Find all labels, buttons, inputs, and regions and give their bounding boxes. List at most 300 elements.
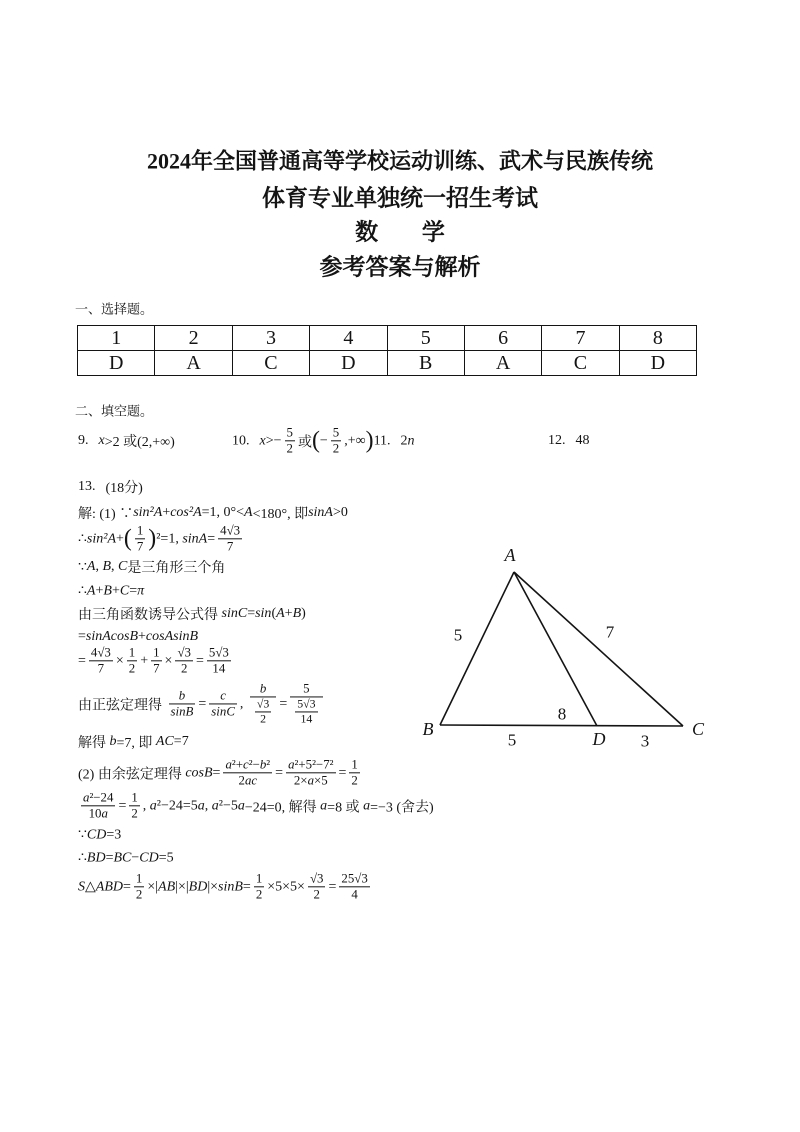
text-run: + xyxy=(162,505,171,520)
fraction xyxy=(285,425,295,456)
math-variable: sin²A xyxy=(86,531,117,546)
text-run: 4 xyxy=(351,887,358,902)
math-variable: a xyxy=(197,798,205,813)
answer-expression xyxy=(401,433,415,449)
text-run: 48 xyxy=(575,433,590,448)
math-variable: a xyxy=(225,757,232,772)
math-variable: CD xyxy=(139,850,159,865)
solution-line xyxy=(78,871,373,902)
text-run: = xyxy=(78,629,86,644)
math-variable: c xyxy=(243,757,249,772)
text-run: =1, 0°< xyxy=(201,505,245,520)
fraction xyxy=(254,871,264,902)
text-run: 7 xyxy=(97,661,105,676)
parenthesis: ) xyxy=(148,525,157,552)
math-variable: A xyxy=(86,559,96,574)
math-variable: BD xyxy=(86,850,106,865)
text-run: 由三角函数诱导公式得 xyxy=(78,608,222,623)
math-variable: BC xyxy=(113,850,132,865)
text-run: 4√3 xyxy=(90,645,111,660)
fraction xyxy=(250,681,276,726)
text-run: 或 xyxy=(297,435,312,450)
math-variable: sinC xyxy=(221,606,248,621)
answer-cell: A xyxy=(155,351,232,376)
fraction-numerator xyxy=(295,698,317,713)
text-run: =5 xyxy=(158,850,174,865)
math-variable: sinB xyxy=(170,704,194,719)
math-variable: sinC xyxy=(211,704,235,719)
fraction-numerator xyxy=(209,688,237,704)
question-number: 11. xyxy=(373,433,391,448)
fraction xyxy=(295,698,317,727)
text-run: 由正弦定理得 xyxy=(78,698,166,713)
question-number: 9. xyxy=(78,433,89,448)
math-variable: AC xyxy=(155,734,174,749)
fraction-denominator xyxy=(290,698,322,727)
math-variable: a xyxy=(288,757,295,772)
text-run: √3 xyxy=(177,645,191,660)
subject-title: 数 学 xyxy=(355,219,445,245)
answer-expression xyxy=(99,431,175,451)
question-number: 13. xyxy=(78,479,96,494)
math-variable: b xyxy=(259,681,267,696)
fraction-denominator xyxy=(169,705,196,720)
answer-cell: B xyxy=(387,351,464,376)
segment-ad xyxy=(514,572,597,726)
math-variable: AB xyxy=(158,879,176,894)
math-variable: a xyxy=(320,798,328,813)
answer-cell: C xyxy=(542,351,619,376)
fraction xyxy=(135,523,145,554)
fraction-numerator xyxy=(81,790,115,806)
fraction-numerator xyxy=(250,681,276,697)
text-run: 10 xyxy=(88,806,102,821)
text-run: 1 xyxy=(351,757,358,772)
text-run: 5 xyxy=(332,425,340,440)
fraction xyxy=(218,523,242,554)
text-run: ∴ xyxy=(78,850,87,866)
fraction-denominator xyxy=(339,888,369,903)
solution-line xyxy=(78,645,234,676)
text-run: ²=1, xyxy=(156,531,183,546)
fraction-denominator xyxy=(331,442,341,457)
question-number-cell: 5 xyxy=(387,326,464,351)
text-run: 2× xyxy=(293,773,308,788)
vertex-label-d: D xyxy=(592,729,606,749)
text-run: 14 xyxy=(212,661,226,676)
text-run: ² xyxy=(266,757,271,772)
text-run: , xyxy=(111,559,119,574)
question-number-cell: 3 xyxy=(232,326,309,351)
question-number-cell: 6 xyxy=(464,326,541,351)
answer-cell: C xyxy=(232,351,309,376)
text-run: =7, 即 xyxy=(116,736,156,751)
solution-line xyxy=(78,850,174,867)
text-run: ( xyxy=(271,606,277,621)
triangle-diagram xyxy=(410,540,720,755)
text-run: = xyxy=(242,879,251,894)
text-run: + xyxy=(138,629,146,644)
text-run: 1 xyxy=(153,645,160,660)
math-variable: sinA xyxy=(182,531,208,546)
math-variable: a xyxy=(211,798,219,813)
text-run: ∵ xyxy=(78,827,87,843)
fraction xyxy=(134,871,144,902)
question-number-cell: 2 xyxy=(155,326,232,351)
fraction-denominator xyxy=(295,713,317,727)
text-run: = xyxy=(78,653,86,668)
text-run: 2 xyxy=(255,887,263,902)
text-run: , xyxy=(95,559,103,574)
solution-line xyxy=(78,681,326,726)
text-run: = xyxy=(129,583,138,598)
answer-row xyxy=(78,351,697,376)
side-ab xyxy=(440,572,514,725)
text-run: 4√3 xyxy=(220,523,241,538)
fraction xyxy=(207,645,231,676)
text-run: ∵ xyxy=(78,559,87,575)
text-run: 5√3 xyxy=(297,696,316,711)
text-run: 2 xyxy=(332,441,340,456)
fraction xyxy=(151,645,161,676)
fraction-denominator xyxy=(286,774,335,789)
text-run: 是三角形三个角 xyxy=(127,561,226,576)
fill-in-answer-12 xyxy=(548,433,590,449)
fraction-denominator xyxy=(209,705,237,720)
text-run: ,+∞ xyxy=(344,433,366,448)
fraction-denominator xyxy=(285,442,295,457)
text-run: + xyxy=(95,583,104,598)
text-run: = xyxy=(118,798,127,813)
side-ac xyxy=(514,572,683,726)
fraction-denominator xyxy=(218,540,242,555)
vertex-label-a: A xyxy=(504,545,516,565)
math-variable: π xyxy=(137,583,145,598)
length-label-ac: 7 xyxy=(605,622,615,642)
text-run: >− xyxy=(265,433,282,448)
text-run: =8 或 xyxy=(327,800,364,815)
text-run: 25√3 xyxy=(341,871,368,886)
math-variable: a xyxy=(307,773,314,788)
text-run: ²−24=5 xyxy=(156,798,198,813)
math-variable: a xyxy=(363,798,371,813)
text-run: ²+ xyxy=(231,757,244,772)
text-run: 2 xyxy=(131,806,138,821)
answer-cell: D xyxy=(619,351,696,376)
text-run: √3 xyxy=(309,871,324,886)
parenthesis: ( xyxy=(123,525,132,552)
text-run: =7 xyxy=(173,734,189,749)
fraction-denominator xyxy=(127,662,137,677)
fraction-numerator xyxy=(290,681,322,697)
text-run: <180°, 即 xyxy=(252,507,309,522)
fraction-denominator xyxy=(81,807,115,822)
text-run: 2 xyxy=(135,887,143,902)
fraction-denominator xyxy=(151,662,161,677)
math-variable: A xyxy=(276,606,285,621)
fraction-numerator xyxy=(339,871,369,887)
fraction xyxy=(81,790,115,821)
text-run: × xyxy=(115,653,124,668)
text-run: , xyxy=(204,798,212,813)
text-run: 2 xyxy=(260,711,267,726)
fraction xyxy=(175,645,193,676)
length-label-dc: 3 xyxy=(640,731,650,751)
text-run: = xyxy=(105,850,114,865)
fraction xyxy=(169,688,196,719)
math-variable: a xyxy=(101,806,108,821)
math-variable: cosB xyxy=(185,765,213,780)
math-variable: a xyxy=(237,798,245,813)
text-run: 2 xyxy=(238,773,245,788)
math-variable: B xyxy=(292,606,302,621)
text-run: |× xyxy=(207,879,219,894)
text-run: 5√3 xyxy=(208,645,229,660)
fraction xyxy=(127,645,137,676)
math-variable: sin²A xyxy=(133,505,163,520)
text-run: 7 xyxy=(153,661,160,676)
text-run: 1 xyxy=(136,523,144,538)
text-run: 2 xyxy=(286,441,293,456)
fraction xyxy=(308,871,326,902)
text-run: 2 xyxy=(180,661,188,676)
text-run: 5 xyxy=(286,425,293,440)
fraction-denominator xyxy=(129,807,139,822)
math-variable: sinA xyxy=(308,505,333,520)
text-run: , xyxy=(142,798,150,813)
side-bc xyxy=(440,725,683,726)
solution-line xyxy=(78,503,348,523)
text-run: 1 xyxy=(131,790,138,805)
text-run: ) xyxy=(301,606,306,621)
question-number-cell: 1 xyxy=(78,326,155,351)
answer-cell: D xyxy=(78,351,155,376)
exam-title-line-2: 体育专业单独统一招生考试 xyxy=(262,185,538,211)
math-variable: sinB xyxy=(218,879,243,894)
fraction-denominator xyxy=(175,662,193,677)
text-run: 1 xyxy=(128,645,136,660)
text-run: = xyxy=(338,765,347,780)
text-run: − xyxy=(131,850,140,865)
solution-line xyxy=(78,827,121,844)
solution-line xyxy=(78,583,144,600)
text-run: ∴ xyxy=(78,583,87,599)
text-run: = xyxy=(212,765,221,780)
fraction-numerator xyxy=(285,425,295,441)
math-variable: B xyxy=(102,559,112,574)
answer-cell: D xyxy=(310,351,387,376)
text-run: + xyxy=(284,606,293,621)
vertex-label-b: B xyxy=(422,719,434,739)
text-run: 2 xyxy=(128,661,136,676)
text-run: ²−24 xyxy=(89,790,114,805)
text-run: 2 xyxy=(313,887,320,902)
text-run: =3 xyxy=(106,827,122,842)
fraction xyxy=(223,757,272,788)
math-variable: cosAsinB xyxy=(145,629,199,644)
question-13-header xyxy=(78,477,143,497)
math-variable: a xyxy=(149,798,157,813)
math-variable: C xyxy=(119,583,130,598)
fraction-denominator xyxy=(207,662,231,677)
text-run: + xyxy=(116,531,124,546)
fraction-numerator xyxy=(254,871,264,887)
fraction-numerator xyxy=(127,645,137,661)
solution-line xyxy=(78,732,189,752)
fraction-numerator xyxy=(223,757,272,773)
math-variable: C xyxy=(118,559,128,574)
fraction-denominator xyxy=(349,774,359,789)
question-number: 10. xyxy=(232,433,250,448)
text-run: =−3 (舍去) xyxy=(370,800,434,815)
math-variable: a xyxy=(83,790,90,805)
text-run: = xyxy=(122,879,131,894)
text-run: 解: (1) ∵ xyxy=(78,507,134,522)
question-number: 12. xyxy=(548,433,566,448)
section-heading-fill-in: 二、填空题。 xyxy=(75,404,154,420)
text-run: − xyxy=(319,433,328,448)
fraction-numerator xyxy=(218,523,242,539)
math-variable: S△ABD xyxy=(78,879,123,895)
text-run: + xyxy=(140,653,149,668)
question-number-cell: 4 xyxy=(310,326,387,351)
solution-line xyxy=(78,523,245,554)
text-run: ²− xyxy=(248,757,260,772)
text-run: 2 xyxy=(400,433,408,448)
solution-line xyxy=(78,604,306,624)
math-variable: b xyxy=(259,757,267,772)
text-run: = xyxy=(279,696,288,711)
text-run: (2) 由余弦定理得 xyxy=(78,767,186,782)
math-variable: sin xyxy=(255,606,272,621)
question-number-row xyxy=(78,326,697,351)
solution-line xyxy=(78,629,198,645)
fraction-numerator xyxy=(331,425,341,441)
math-variable: B xyxy=(103,583,112,598)
fraction-numerator xyxy=(134,871,144,887)
text-run: + xyxy=(111,583,120,598)
math-variable: A xyxy=(244,505,253,520)
text-run: >0 xyxy=(332,505,348,520)
answer-expression xyxy=(576,433,590,449)
fill-in-answer-10-11 xyxy=(232,425,415,456)
solution-line xyxy=(78,757,363,788)
fraction-denominator xyxy=(134,888,144,903)
text-run: 5 xyxy=(303,681,310,696)
text-run: ²−5 xyxy=(218,798,238,813)
math-variable: c xyxy=(220,688,226,703)
text-run: 解得 xyxy=(78,736,110,751)
text-run: 7 xyxy=(136,539,144,554)
text-run: = xyxy=(328,879,337,894)
math-variable: x xyxy=(98,433,105,448)
fraction xyxy=(286,757,335,788)
length-label-ad: 8 xyxy=(557,704,567,724)
fraction xyxy=(209,688,237,719)
fraction-denominator xyxy=(89,662,113,677)
length-label-bd: 5 xyxy=(507,730,517,750)
solution-line xyxy=(78,557,225,577)
document-subtitle: 参考答案与解析 xyxy=(319,254,481,280)
text-run: 14 xyxy=(300,711,313,726)
length-label-ab: 5 xyxy=(453,625,463,645)
fraction-denominator xyxy=(308,888,326,903)
text-run: ∴ xyxy=(78,531,87,547)
answer-cell: A xyxy=(464,351,541,376)
parenthesis: ( xyxy=(311,427,320,454)
text-run: √3 xyxy=(256,696,270,711)
text-run: = xyxy=(247,606,256,621)
fraction-numerator xyxy=(255,698,271,713)
math-variable: BD xyxy=(188,879,208,894)
math-variable: b xyxy=(109,734,117,749)
answer-expression xyxy=(260,425,374,456)
fraction-numerator xyxy=(308,871,326,887)
question-number-cell: 8 xyxy=(619,326,696,351)
fraction-numerator xyxy=(286,757,335,773)
question-number-cell: 7 xyxy=(542,326,619,351)
text-run: −24=0, 解得 xyxy=(244,800,321,815)
fraction-numerator xyxy=(169,688,196,704)
text-run: |×| xyxy=(175,879,189,894)
math-variable: sinAcosB xyxy=(85,629,139,644)
vertex-label-c: C xyxy=(691,719,705,739)
math-variable: CD xyxy=(86,827,107,842)
fraction-denominator xyxy=(135,540,145,555)
fraction-numerator xyxy=(89,645,113,661)
text-run: 1 xyxy=(135,871,143,886)
text-run: 2 xyxy=(351,773,358,788)
text-run: 7 xyxy=(226,539,234,554)
text-run: = xyxy=(275,765,284,780)
fraction xyxy=(339,871,369,902)
question-points: (18分) xyxy=(105,481,143,496)
fraction-numerator xyxy=(151,645,161,661)
math-variable: n xyxy=(407,433,415,448)
text-run: ×5 xyxy=(314,773,328,788)
section-heading-multiple-choice: 一、选择题。 xyxy=(75,302,154,318)
text-run: = xyxy=(195,653,204,668)
fraction xyxy=(129,790,139,821)
math-variable: ac xyxy=(244,773,258,788)
text-run: = xyxy=(198,696,207,711)
text-run: ×5×5× xyxy=(267,879,305,894)
solution-line xyxy=(78,790,434,821)
math-variable: x xyxy=(259,433,266,448)
fraction xyxy=(349,757,359,788)
fraction-numerator xyxy=(207,645,231,661)
text-run: × xyxy=(164,653,173,668)
fraction-denominator xyxy=(255,713,271,727)
text-run: 1 xyxy=(255,871,263,886)
exam-title-line-1: 2024年全国普通高等学校运动训练、武术与民族传统 xyxy=(146,148,653,174)
fraction-denominator xyxy=(223,774,272,789)
math-variable: cos²A xyxy=(170,505,202,520)
text-run: = xyxy=(207,531,216,546)
math-variable: b xyxy=(178,688,186,703)
math-variable: A xyxy=(86,583,96,598)
fraction xyxy=(255,698,271,727)
fraction xyxy=(331,425,341,456)
fraction xyxy=(290,681,322,726)
answer-table xyxy=(77,325,697,376)
text-run: ×| xyxy=(147,879,159,894)
text-run: ²+5²−7² xyxy=(294,757,334,772)
fraction xyxy=(89,645,113,676)
fraction-numerator xyxy=(129,790,139,806)
parenthesis: ) xyxy=(365,427,374,454)
text-run: >2 或(2,+∞) xyxy=(104,435,175,450)
